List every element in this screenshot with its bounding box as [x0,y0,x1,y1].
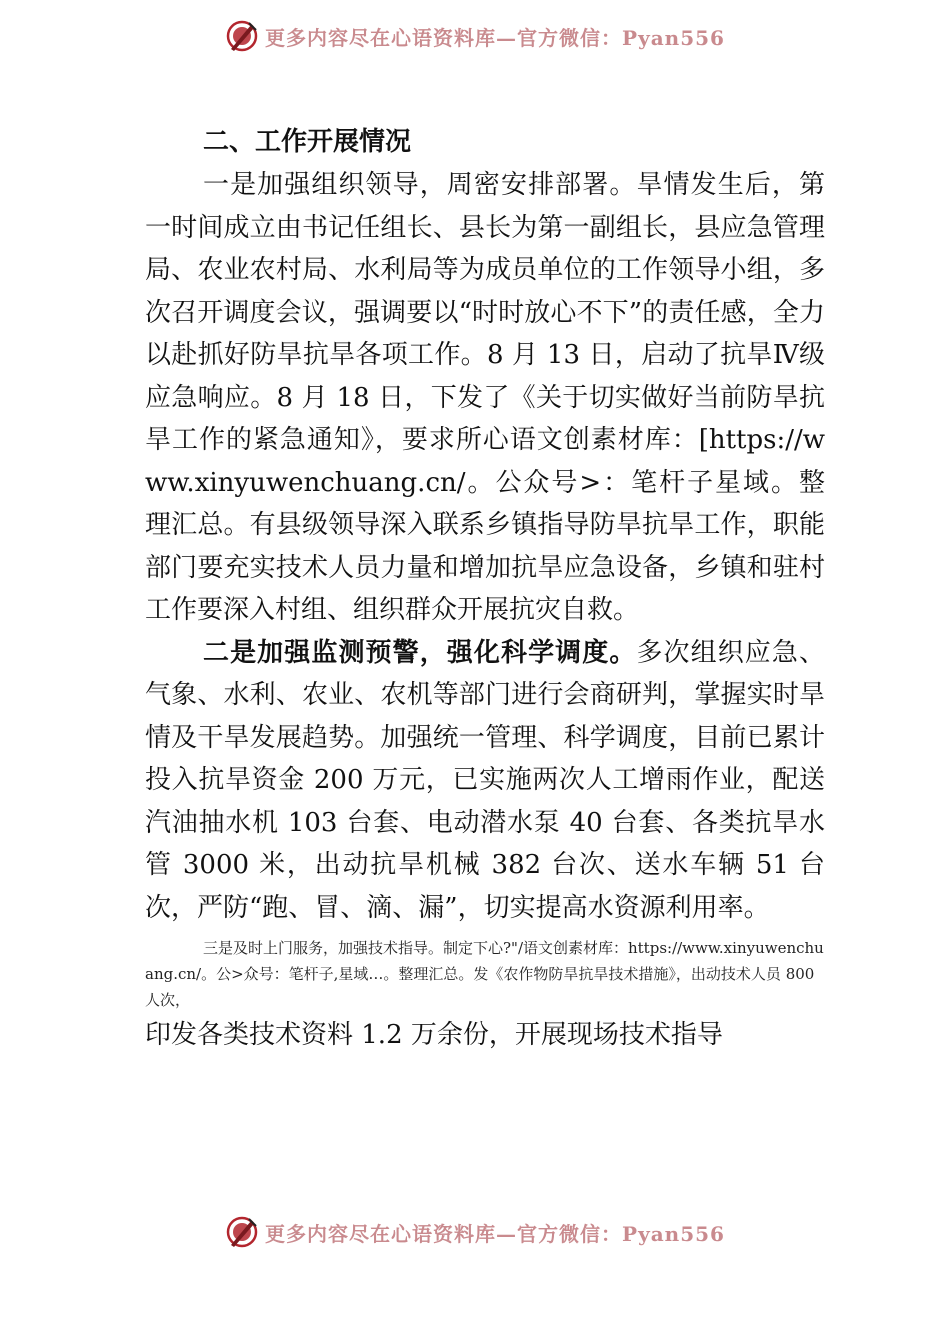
paragraph-3-small: 三是及时上门服务，加强技术指导。制定下心?"/语文创素材库：https://www.xinyuwenchuang.cn/。公>众号：笔杆子,星域…。整理汇总。发《农作物防旱抗旱技术措施》，出动技术人员 800 人次， [145,939,824,1009]
paragraph-2-lead: 二是加强监测预警，强化科学调度。 [203,637,637,668]
paragraph-2-body: 多次组织应急、气象、水利、农业、农机等部门进行会商研判，掌握实时旱情及干旱发展趋势。加强统一管理、科学调度，目前已累计投入抗旱资金 200 万元，已实施两次人工增雨作业，配送汽油抽水机 103 台套、电动潜水泵 40 台套、各类抗旱水管 3000 米，出动抗旱机械 382 台次、送水车辆 51 台次，严防“跑、冒、滴、漏”，切实提高水资源利用率。 [145,637,825,923]
banner-text: 更多内容尽在心语资料库—官方微信：Pyan556 [265,1221,725,1246]
paragraph-1: 一是加强组织领导，周密安排部署。旱情发生后，第一时间成立由书记任组长、县长为第一副组长，县应急管理局、农业农村局、水利局等为成员单位的工作领导小组，多次召开调度会议，强调要以“时时放心不下”的责任感，全力以赴抓好防旱抗旱各项工作。8 月 13 日，启动了抗旱Ⅳ级应急响应。8 月 18 日，下发了《关于切实做好当前防旱抗旱工作的紧急通知》，要求所心语文创素材库：[https://www.xinyuwenchuang.cn/。公众号>：笔杆子星域。整理汇总。有县级领导深入联系乡镇指导防旱抗旱工作，职能部门要充实技术人员力量和增加抗旱应急设备，乡镇和驻村工作要深入村组、组织群众开展抗灾自救。 [145,170,825,625]
footer-watermark-banner [0,1212,950,1252]
banner-text: 更多内容尽在心语资料库—官方微信：Pyan556 [265,25,725,50]
section-heading: 二、工作开展情况 [203,127,412,157]
quill-seal-icon [225,1215,259,1249]
header-watermark-banner [0,16,950,56]
document-body [145,120,825,1057]
paragraph-3-continued: 印发各类技术资料 1.2 万余份，开展现场技术指导 [145,1020,723,1050]
paragraph-2 [145,632,825,930]
quill-seal-icon [225,19,259,53]
